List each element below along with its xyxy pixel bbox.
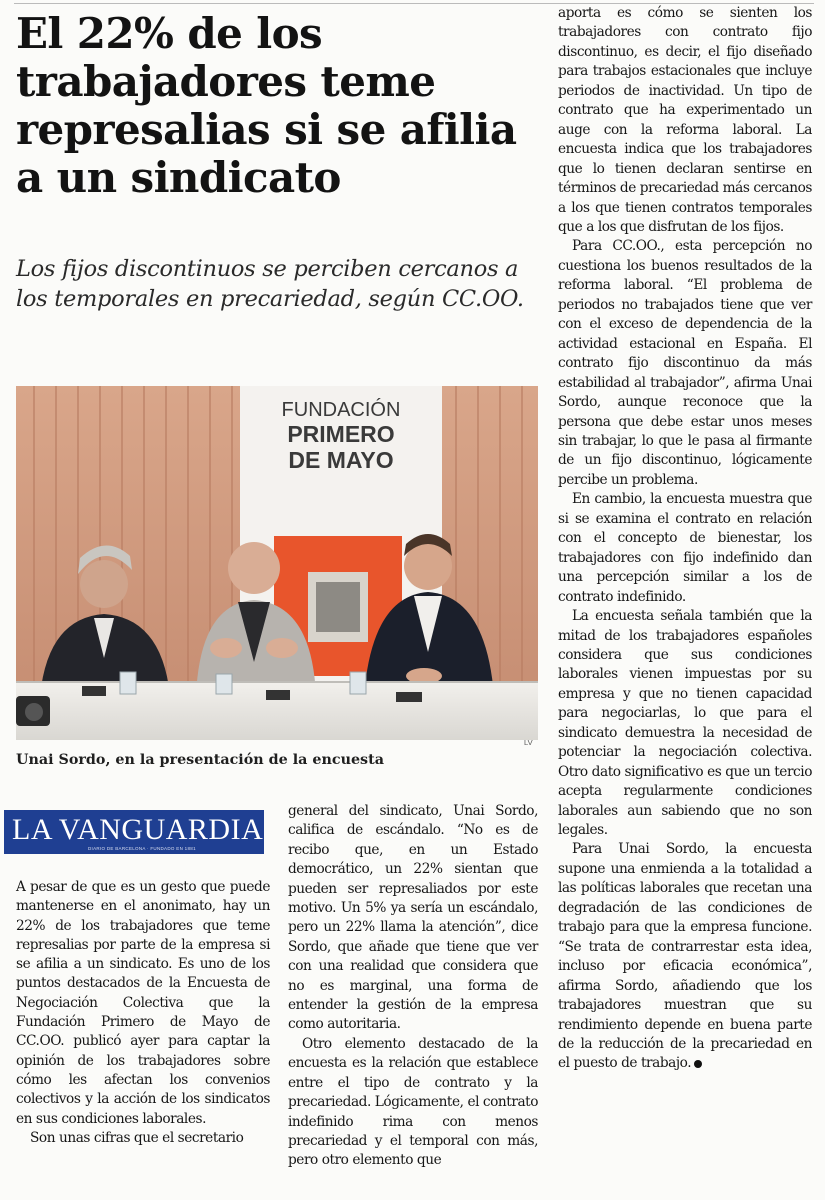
paragraph: La encuesta señala también que la mitad de los trabajadores españoles considera que sus condiciones laborales vienen impuestas por su empresa y que no tienen capacidad para negociarlas, lo que para el sindicato demuestra la necesidad de potenciar la negociación colectiva. Otro dato significativo es que un tercio acepta regularmente condiciones laborales aun sabiendo que no son legales.	[558, 608, 812, 839]
photo-credit: LV	[524, 738, 533, 747]
logo-text: LA VANGUARDIA	[12, 813, 264, 846]
paragraph	[558, 840, 812, 1073]
body-column-3	[558, 4, 812, 1074]
banner-text-1: FUNDACIÓN	[281, 399, 401, 421]
banner-text-2: PRIMERO	[287, 421, 395, 447]
photo-caption: Unai Sordo, en la presentación de la encuesta	[16, 752, 384, 768]
subheadline: Los fijos discontinuos se perciben cercanos a los temporales en precariedad, según CC.OO.	[16, 256, 524, 312]
article-photo	[16, 386, 538, 740]
paragraph: general del sindicato, Unai Sordo, califica de escándalo. “No es de recibo que, en un Estado democrático, un 22% sientan que pueden ser represaliados por este motivo. Un 5% ya sería un escándalo, pero un 22% llama la atención”, dice Sordo, que añade que tiene que ver con una realidad que considera que no es marginal, una forma de entender la gestión de la empresa como autoritaria.	[288, 803, 538, 1033]
paragraph: Para CC.OO., esta percepción no cuestiona los buenos resultados de la reforma laboral. “El problema de periodos no trabajados tiene que ver con el exceso de dependencia de la actividad estacional en España. El contrato fijo discontinuo da más estabilidad al trabajador”, afirma Unai Sordo, aunque reconoce que la persona que debe estar unos meses sin trabajar, lo que le pasa al firmante de un fijo discontinuo, lógicamente percibe un problema.	[558, 238, 812, 488]
photo-illustration	[16, 386, 538, 740]
paragraph: En cambio, la encuesta muestra que si se examina el contrato en relación con el concepto de bienestar, los trabajadores con fijo indefinido dan una percepción similar a los de contrato indefinido.	[558, 491, 812, 605]
end-of-article-icon	[694, 1060, 702, 1068]
paragraph: Otro elemento destacado de la encuesta es la relación que establece entre el tipo de contrato y la precariedad. Lógicamente, el contrato indefinido rima con menos precariedad y el temporal con más, pero otro elemento que	[288, 1035, 538, 1169]
headline: El 22% de los trabajadores teme represalias si se afilia a un sindicato	[16, 9, 517, 202]
logo-tagline: DIARIO DE BARCELONA · FUNDADO EN 1881	[88, 846, 196, 851]
paragraph-text: Para Unai Sordo, la encuesta supone una enmienda a la totalidad a las políticas laborales que recetan una degradación de las condiciones de trabajo para que la empresa funcione. “Se trata de contrarrestar esta idea, incluso por eficacia económica”, afirma Sordo, añadiendo que los trabajadores muestran que su rendimiento depende en buena parte de la reducción de la precariedad en el puesto de trabajo.	[558, 841, 812, 1072]
paragraph: A pesar de que es un gesto que puede mantenerse en el anonimato, hay un 22% de los trabajadores que teme represalias por parte de la empresa si se afilia a un sindicato. Es uno de los puntos destacados de la Encuesta de Negociación Colectiva que la Fundación Primero de Mayo de CC.OO. publicó ayer para captar la opinión de los trabajadores sobre cómo les afectan los convenios colectivos y la acción de los sindicatos en sus condiciones laborales.	[16, 879, 270, 1127]
paragraph: Son unas cifras que el secretario	[30, 1129, 244, 1146]
body-column-2	[288, 802, 538, 1171]
banner-text-3: DE MAYO	[288, 447, 394, 473]
paragraph: aporta es cómo se sienten los trabajadores con contrato fijo discontinuo, es decir, el fijo diseñado para trabajos estacionales que incluye periodos de inactividad. Un tipo de contrato que ha experimentado un auge con la reforma laboral. La encuesta indica que los trabajadores que lo tienen declaran sentirse en términos de precariedad más cercanos a los que tienen contratos temporales que a los que disfrutan de los fijos.	[558, 5, 812, 235]
body-column-1	[16, 878, 270, 1148]
newspaper-logo	[4, 810, 264, 854]
